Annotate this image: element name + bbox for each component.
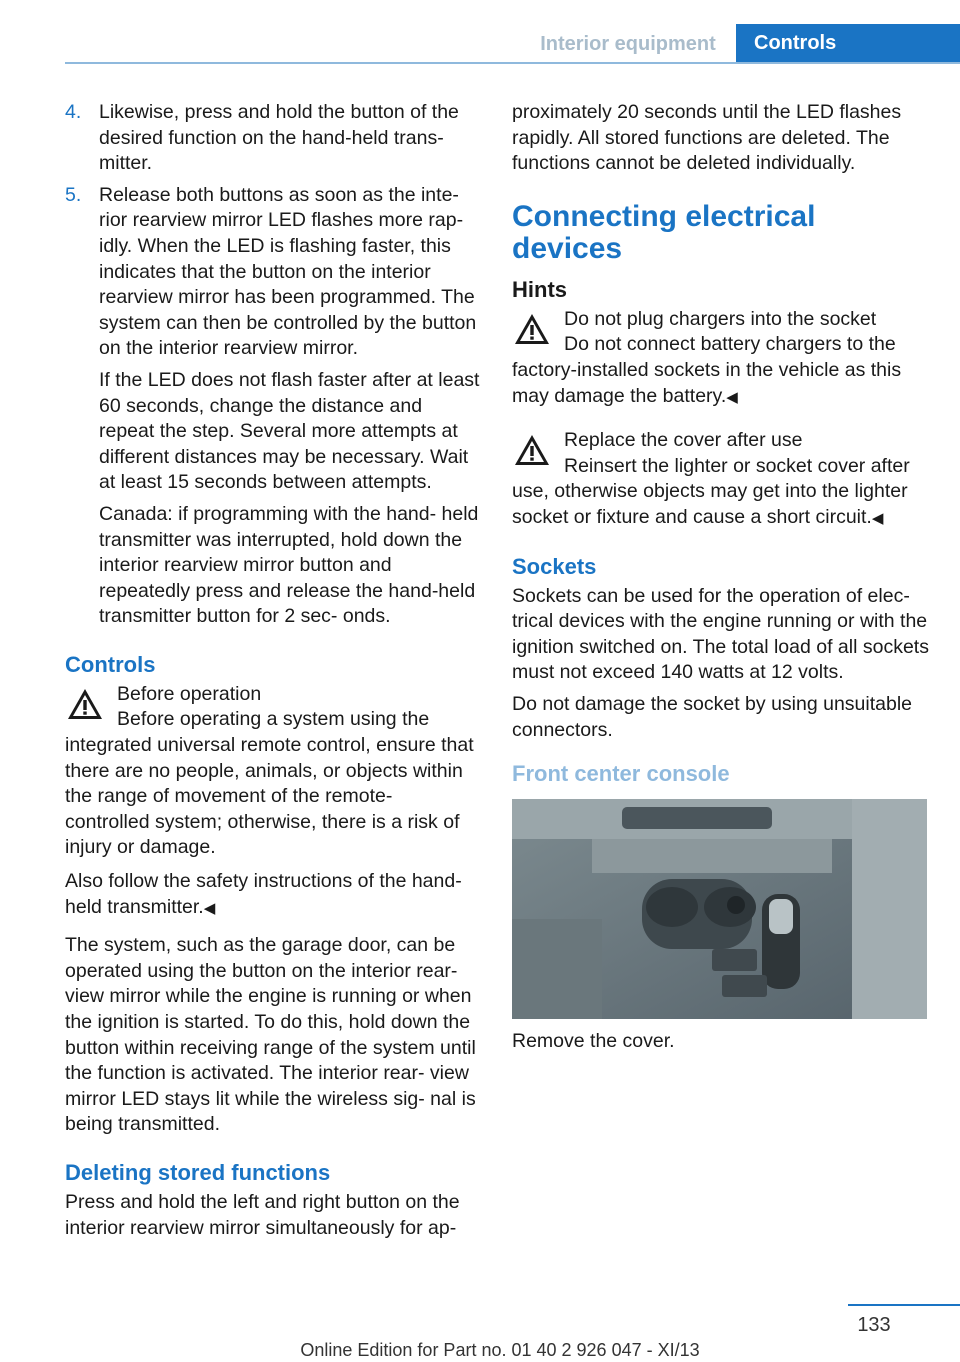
end-mark: ◀ [203, 899, 216, 917]
follow-instructions [65, 869, 480, 921]
front-center-console-heading: Front center console [512, 761, 730, 787]
step-text: Release both buttons as soon as the inte- rior rearview mirror LED flashes more rap- idly. When the LED is flashing faster, this indicates that the button on the interior rearview mirror has been programmed. The system can then be controlled by the button on the interior rearview mirror. [99, 183, 477, 360]
warning-triangle-icon [65, 686, 105, 722]
system-operation-paragraph: The system, such as the garage door, can be operated using the button on the interior rear- view mirror while the engine is running or when the ignition is started. To do this, hold down the button within receiving range of the system until the function is activated. The interior rear- view mirror LED stays lit while the wireless sig- nal is being transmitted. [65, 934, 476, 1136]
left-column [65, 100, 480, 1247]
warning-triangle-icon [512, 311, 552, 347]
warning-title: Replace the cover after use [564, 429, 803, 452]
right-column [512, 100, 932, 1061]
hints-heading: Hints [512, 276, 567, 302]
step-5 [65, 183, 480, 362]
sockets-heading: Sockets [512, 553, 597, 579]
follow-text: Also follow the safety instructions of the hand- held transmitter. [65, 870, 462, 918]
step-5-note-led: If the LED does not flash faster after at least 60 seconds, change the distance and repeat the step. Several more attempts at different distances may be necessary. Wait at least 15 seconds between attempts. [99, 368, 480, 494]
footer-edition: Online Edition for Part no. 01 40 2 926 047 - XI/13 [300, 1340, 700, 1360]
step-4 [65, 100, 480, 177]
header-rule [65, 62, 960, 64]
footer-rule [848, 1304, 960, 1306]
warning-before-operation [65, 682, 480, 861]
end-mark: ◀ [726, 388, 738, 406]
center-console-photo [512, 799, 927, 1019]
end-mark: ◀ [871, 509, 884, 527]
warning-cover [512, 428, 932, 531]
main-heading: Connecting electrical devices [512, 199, 816, 265]
warning-text: Before operating a system using the integrated universal remote control, ensure that there are no people, animals, or objects within the range of movement of the remote- controlled system; otherwise, there is a risk of injury or damage. [65, 708, 474, 859]
warning-triangle-icon [512, 432, 552, 468]
sockets-paragraph-1: Sockets can be used for the operation of elec- trical devices with the engine running or with the ignition switched on. The total load of all sockets must not exceed 140 watts at 12 volts. [512, 584, 929, 684]
sockets-paragraph-2: Do not damage the socket by using unsuitable connectors. [512, 692, 913, 741]
photo-caption: Remove the cover. [512, 1030, 675, 1053]
deleting-paragraph: Press and hold the left and right button on the interior rearview mirror simultaneously for ap- [65, 1190, 460, 1239]
header-chapter-tab: Controls [736, 24, 960, 62]
controls-heading: Controls [65, 651, 156, 677]
warning-title: Before operation [117, 682, 262, 705]
warning-text: Do not connect battery chargers to the factory-installed sockets in the vehicle as this may damage the battery. [512, 333, 902, 407]
warning-chargers [512, 307, 932, 410]
step-number: 4. [65, 101, 82, 123]
page-number: 133 [857, 1314, 891, 1336]
step-5-note-canada: Canada: if programming with the hand- held transmitter was interrupted, hold down the interior rearview mirror button and repeatedly press and release the hand-held transmitter button for 2 sec- onds. [99, 502, 479, 628]
warning-title: Do not plug chargers into the socket [564, 307, 877, 330]
deleting-continued: proximately 20 seconds until the LED flashes rapidly. All stored functions are deleted. The functions cannot be deleted individually. [512, 101, 902, 175]
step-number: 5. [65, 183, 82, 206]
step-text: Likewise, press and hold the button of the desired function on the hand-held trans- mitter. [99, 101, 459, 175]
warning-text: Reinsert the lighter or socket cover after use, otherwise objects may get into the lighter socket or fixture and cause a short circuit. [512, 454, 910, 528]
header-section-title: Interior equipment [540, 33, 716, 55]
deleting-heading: Deleting stored functions [65, 1159, 331, 1185]
